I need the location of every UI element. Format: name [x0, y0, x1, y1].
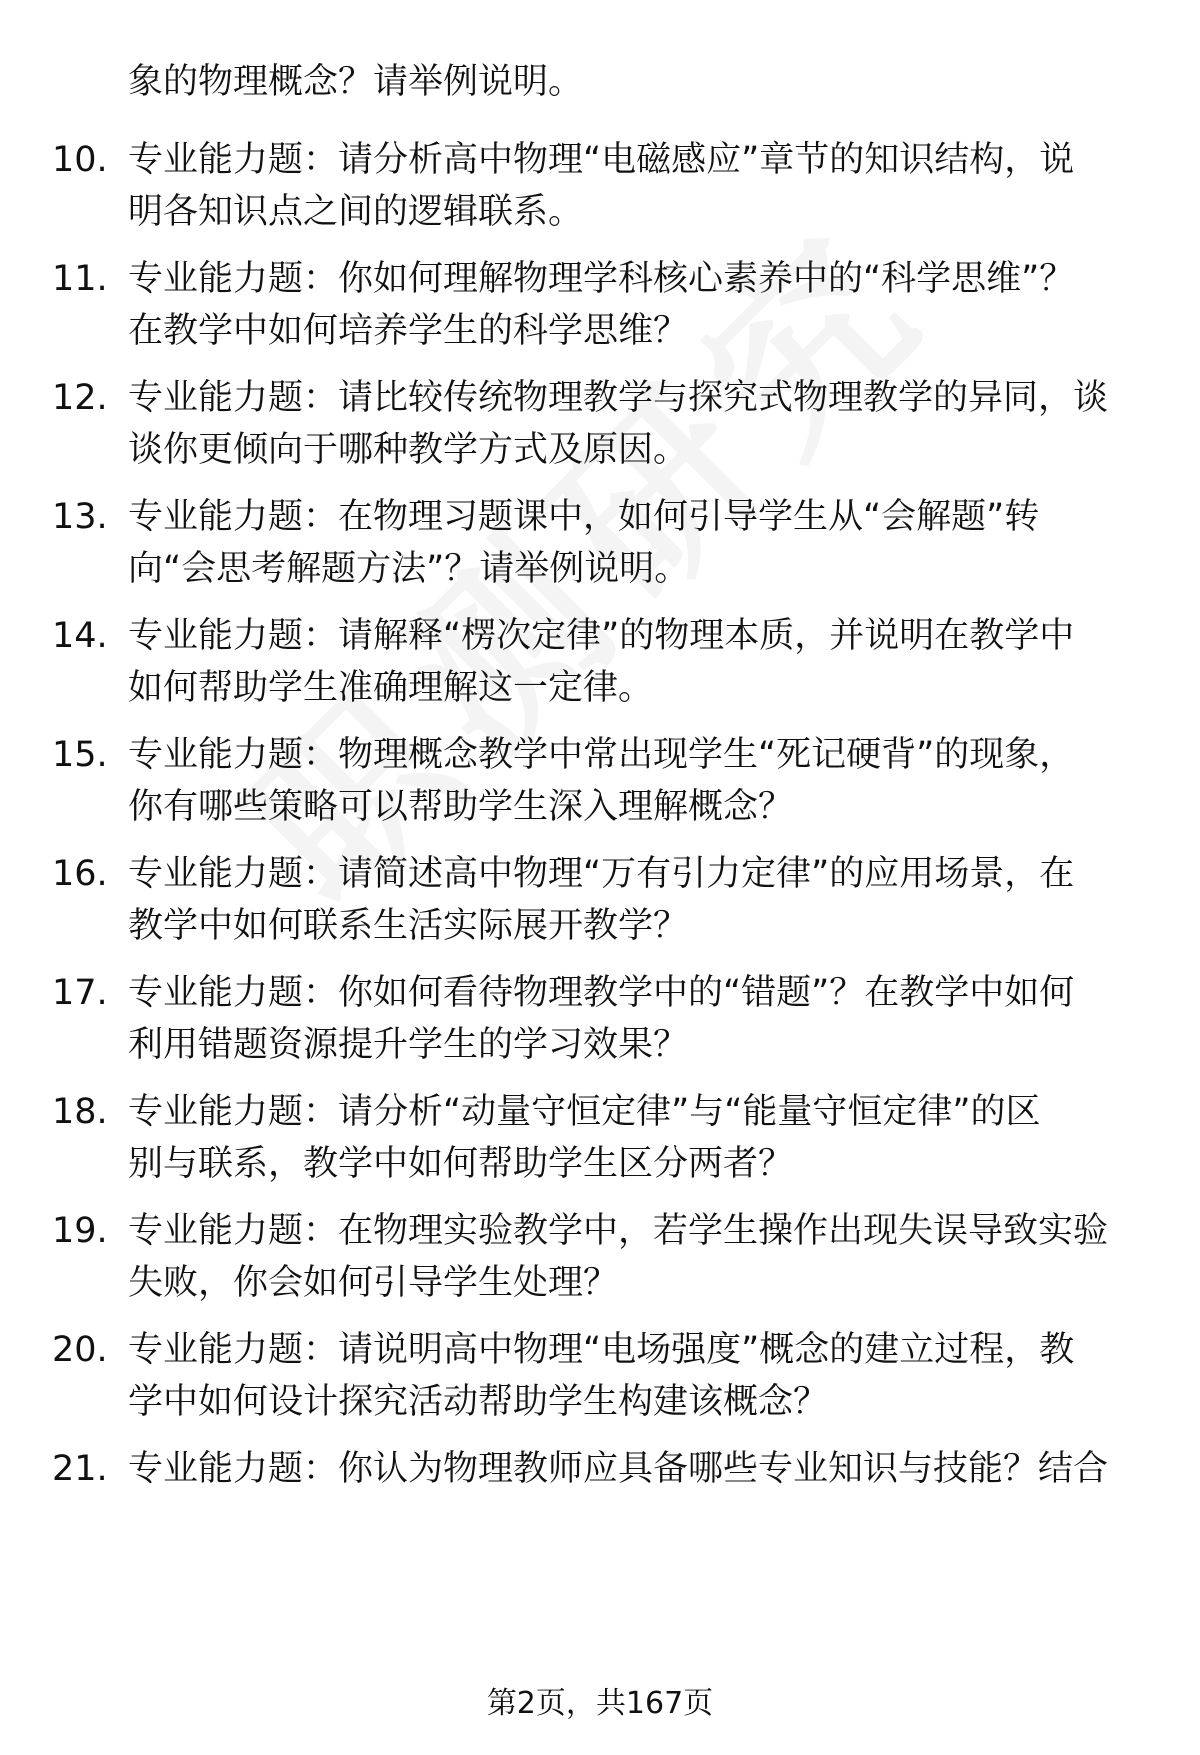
- question-text-line: 专业能力题：请分析高中物理“电磁感应”章节的知识结构，说: [128, 140, 1075, 180]
- question-text-line: 如何帮助学生准确理解这一定律。: [128, 668, 654, 708]
- question-item: [0, 848, 1200, 958]
- question-number: 10.: [52, 140, 108, 180]
- question-text-line: 学中如何设计探究活动帮助学生构建该概念？: [128, 1382, 829, 1422]
- question-text-line: 失败，你会如何引导学生处理？: [128, 1263, 619, 1303]
- question-item: [0, 134, 1200, 244]
- question-number: 13.: [52, 497, 108, 537]
- question-text-line: 专业能力题：请分析“动量守恒定律”与“能量守恒定律”的区: [128, 1092, 1041, 1132]
- question-text-line: 向“会思考解题方法”？请举例说明。: [128, 549, 690, 589]
- question-text-line: 你有哪些策略可以帮助学生深入理解概念？: [128, 787, 794, 827]
- question-text-line: 教学中如何联系生活实际展开教学？: [128, 906, 689, 946]
- question-number: 11.: [52, 259, 108, 299]
- question-text-line: 专业能力题：物理概念教学中常出现学生“死记硬背”的现象，: [128, 735, 1075, 775]
- question-item: [0, 1086, 1200, 1196]
- question-item: [0, 967, 1200, 1077]
- question-continuation: 象的物理概念？请举例说明。: [128, 62, 584, 102]
- question-number: 20.: [52, 1330, 108, 1370]
- page-footer: 第2页，共167页: [486, 1686, 714, 1721]
- question-number: 21.: [52, 1449, 108, 1489]
- question-number: 19.: [52, 1211, 108, 1251]
- question-text-line: 明各知识点之间的逻辑联系。: [128, 192, 584, 232]
- question-text-line: 专业能力题：你认为物理教师应具备哪些专业知识与技能？结合: [128, 1449, 1109, 1489]
- question-number: 15.: [52, 735, 108, 775]
- question-item: [0, 253, 1200, 363]
- question-number: 14.: [52, 616, 108, 656]
- question-number: 12.: [52, 378, 108, 418]
- question-item: [0, 729, 1200, 839]
- question-item: [0, 1205, 1200, 1315]
- question-number: 18.: [52, 1092, 108, 1132]
- question-text-line: 在教学中如何培养学生的科学思维？: [128, 311, 689, 351]
- question-text-line: 专业能力题：请简述高中物理“万有引力定律”的应用场景，在: [128, 854, 1075, 894]
- question-item: [0, 372, 1200, 482]
- question-text-line: 专业能力题：请说明高中物理“电场强度”概念的建立过程，教: [128, 1330, 1075, 1370]
- question-text-line: 谈你更倾向于哪种教学方式及原因。: [128, 430, 689, 470]
- question-text-line: 专业能力题：你如何看待物理教学中的“错题”？在教学中如何: [128, 973, 1075, 1013]
- question-text-line: 别与联系，教学中如何帮助学生区分两者？: [128, 1144, 794, 1184]
- question-item: [0, 491, 1200, 601]
- question-item: [0, 610, 1200, 720]
- question-item: [0, 1443, 1200, 1503]
- question-number: 17.: [52, 973, 108, 1013]
- question-text-line: 利用错题资源提升学生的学习效果？: [128, 1025, 689, 1065]
- question-number: 16.: [52, 854, 108, 894]
- question-text-line: 专业能力题：请比较传统物理教学与探究式物理教学的异同，谈: [128, 378, 1109, 418]
- question-text-line: 专业能力题：请解释“楞次定律”的物理本质，并说明在教学中: [128, 616, 1075, 656]
- question-item: [0, 1324, 1200, 1434]
- question-text-line: 专业能力题：在物理习题课中，如何引导学生从“会解题”转: [128, 497, 1040, 537]
- question-text-line: 专业能力题：你如何理解物理学科核心素养中的“科学思维”？: [128, 259, 1075, 299]
- question-text-line: 专业能力题：在物理实验教学中，若学生操作出现失误导致实验: [128, 1211, 1109, 1251]
